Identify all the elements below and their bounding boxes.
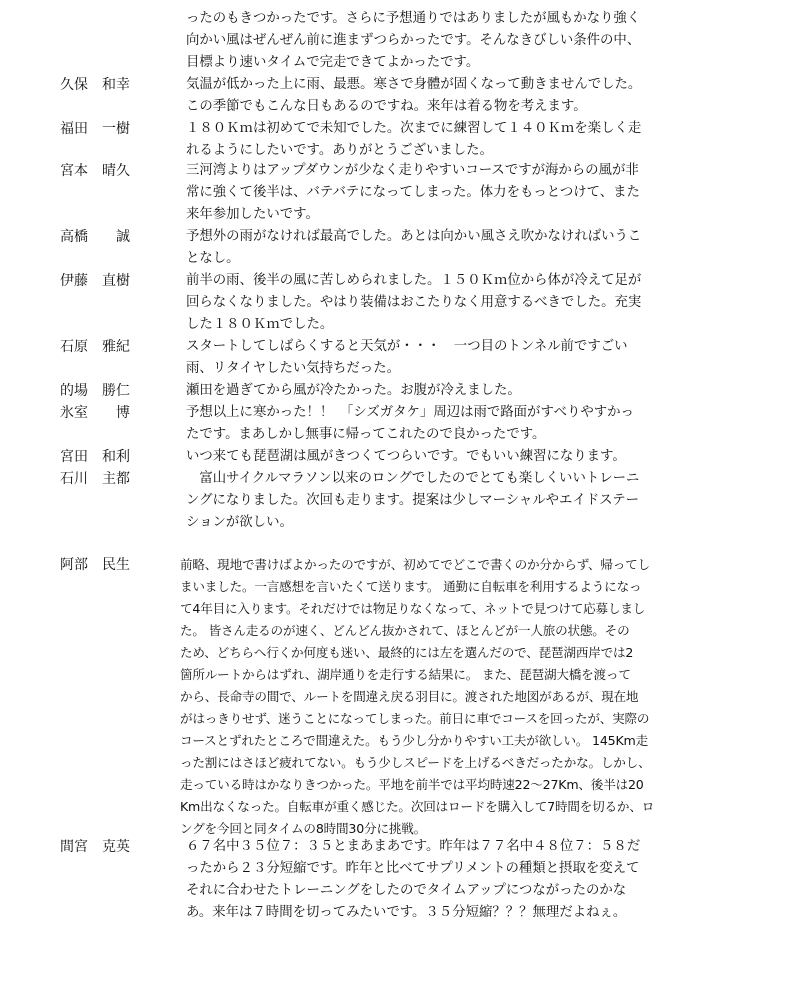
participant-name: 阿部 民生 xyxy=(60,557,130,573)
comment-text xyxy=(180,554,760,840)
comment-line: あ。来年は７時間を切ってみたいです。３５分短縮？？？無理だよねぇ。 xyxy=(186,905,627,920)
comment-text xyxy=(186,226,746,270)
comment-line: ため、どちらへ行くか何度も迷い、最終的には左を選んだので、琵琶湖西岸では2 xyxy=(180,645,634,660)
comment-line: 予想以上に寒かった！！ 「シズガタケ」周辺は雨で路面がすべりやすかっ xyxy=(186,405,634,420)
comment-line: ったから２３分短縮です。昨年と比べてサプリメントの種類と摂取を変えて xyxy=(186,861,640,876)
comment-line: 三河湾よりはアップダウンが少なく走りやすいコースですが海からの風が非 xyxy=(186,163,639,178)
comment-text xyxy=(186,160,746,226)
comment-line: した１８０Ｋｍでした。 xyxy=(186,317,334,332)
comment-line: まいました。一言感想を言いたくて送ります。 通勤に自転車を利用するようになっ xyxy=(180,579,642,594)
comment-text xyxy=(186,74,746,118)
comment-text xyxy=(186,446,746,468)
comment-line: 箇所ルートからはずれ、湖岸通りを走行する結果に。 また、琵琶湖大橋を渡って xyxy=(180,667,631,682)
comment-text xyxy=(186,402,746,446)
comment-line: 目標より速いタイムで完走できてよかったです。 xyxy=(186,55,480,70)
comment-line: それに合わせたトレーニングをしたのでタイムアップにつながったのかな xyxy=(186,883,627,898)
comment-line: ６７名中３５位７：３５とまあまあです。昨年は７７名中４８位７：５８だ xyxy=(186,839,641,854)
comment-line: たです。まあしかし無事に帰ってこれたので良かったです。 xyxy=(186,427,546,442)
comment-text xyxy=(186,8,746,74)
participant-name: 氷室 博 xyxy=(60,405,130,421)
comment-line: 瀬田を過ぎてから風が冷たかった。お腹が冷えました。 xyxy=(186,383,521,398)
participant-name: 石原 雅紀 xyxy=(60,339,130,355)
comment-line: 走っている時はかなりきつかった。平地を前半では平均時速22～27Km、後半は20 xyxy=(180,777,644,792)
comment-line: 向かい風はぜんぜん前に進まずつらかったです。そんなきびしい条件の中、 xyxy=(186,33,641,48)
comment-line: 前略、現地で書けばよかったのですが、初めてでどこで書くのか分からず、帰ってし xyxy=(180,557,650,572)
comment-line: Km出なくなった。自転車が重く感じた。次回はロードを購入して7時間を切るか、ロ xyxy=(180,799,655,814)
comment-line: がはっきりせず、迷うことになってしまった。前日に車でコースを回ったが、実際の xyxy=(180,711,650,726)
participant-name: 間宮 克英 xyxy=(60,839,130,855)
comment-line: 雨、リタイヤしたい気持ちだった。 xyxy=(186,361,400,376)
comment-line: いつ来ても琵琶湖は風がきつくてつらいです。でもいい練習になります。 xyxy=(186,449,626,464)
comment-line: ングを今回と同タイムの8時間30分に挑戦。 xyxy=(180,821,427,836)
participant-name: 久保 和幸 xyxy=(60,77,130,93)
comment-line: この季節でもこんな日もあるのですね。来年は着る物を考えます。 xyxy=(186,99,587,114)
participant-name: 宮本 晴久 xyxy=(60,163,130,179)
participant-name: 宮田 和利 xyxy=(60,449,130,465)
comment-line: スタートしてしばらくすると天気が・・・ 一つ目のトンネル前ですごい xyxy=(186,339,628,354)
comment-line: 富山サイクルマラソン以来のロングでしたのでとても楽しくいいトレーニ xyxy=(186,471,640,486)
participant-name: 福田 一樹 xyxy=(60,121,130,137)
participant-name: 的場 勝仁 xyxy=(60,383,130,399)
comment-line: 気温が低かった上に雨、最悪。寒さで身體が固くなって動きませんでした。 xyxy=(186,77,642,92)
comment-line: て4年目に入ります。それだけでは物足りなくなって、ネットで見つけて応募しまし xyxy=(180,601,646,616)
comment-line: ったのもきつかったです。さらに予想通りではありましたが風もかなり強く xyxy=(186,11,641,26)
comment-line: となし。 xyxy=(186,251,240,266)
comment-line: た。 皆さん走るのが速く、どんどん抜かされて、ほとんどが一人旅の状態。その xyxy=(180,623,630,638)
comment-text xyxy=(186,836,746,924)
comment-text xyxy=(186,468,746,534)
comment-line: コースとずれたところで間違えた。もう少し分かりやすい工夫が欲しい。 145Km走 xyxy=(180,733,648,748)
comment-line: 回らなくなりました。やはり装備はおこたりなく用意するべきでした。充実 xyxy=(186,295,642,310)
participant-name: 高橋 誠 xyxy=(60,229,130,245)
comment-line: １８０Ｋｍは初めてで未知でした。次までに練習して１４０Ｋｍを楽しく走 xyxy=(186,121,642,136)
comment-line: から、長命寺の間で、ルートを間違え戻る羽目に。渡された地図があるが、現在地 xyxy=(180,689,639,704)
participant-name: 伊藤 直樹 xyxy=(60,273,130,289)
participant-name: 石川 主都 xyxy=(60,471,130,487)
comment-line: ションが欲しい。 xyxy=(186,515,293,530)
comment-text xyxy=(186,270,746,336)
comment-text xyxy=(186,336,746,380)
comment-line: ングになりました。次回も走ります。提案は少しマーシャルやエイドステー xyxy=(186,493,640,508)
comment-line: れるようにしたいです。ありがとうございました。 xyxy=(186,143,493,158)
comment-line: った割にはさほど疲れてない。もう少しスピードを上げるべきだったかな。しかし、 xyxy=(180,755,651,770)
comment-text xyxy=(186,380,746,402)
comment-line: 予想外の雨がなければ最高でした。あとは向かい風さえ吹かなければいうこ xyxy=(186,229,642,244)
comment-line: 来年参加したいです。 xyxy=(186,207,319,222)
comment-line: 常に強くて後半は、バテバテになってしまった。体力をもっとつけて、また xyxy=(186,185,640,200)
comment-text xyxy=(186,118,746,162)
comment-line: 前半の雨、後半の風に苦しめられました。１５０Ｋｍ位から体が冷えて足が xyxy=(186,273,642,288)
